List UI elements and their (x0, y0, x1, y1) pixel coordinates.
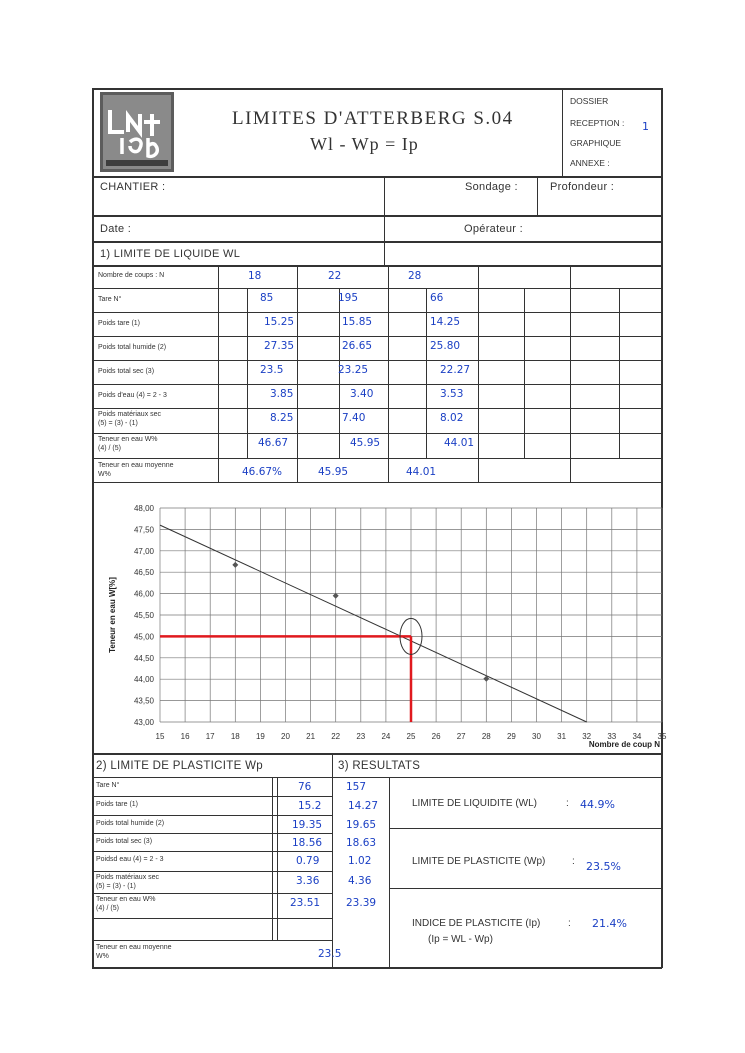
result-wl-colon: : (566, 798, 569, 809)
trend-line (160, 525, 587, 722)
wl-cell: 22.27 (440, 364, 471, 376)
wl-row-sublabel: (5) = (3) - (1) (98, 420, 138, 427)
wl-cell: 14.25 (430, 316, 461, 328)
x-tick-label: 22 (331, 732, 341, 741)
wl-moyenne-sublabel: W% (98, 471, 111, 478)
wp-moyenne-value: 23.5 (318, 948, 342, 960)
x-tick-label: 21 (306, 732, 316, 741)
x-tick-label: 17 (205, 732, 215, 741)
wp-cell: 23.39 (346, 897, 377, 909)
wl-cell: 15.85 (342, 316, 373, 328)
result-ip-formula: (Ip = WL - Wp) (428, 934, 493, 945)
date-label: Date : (100, 223, 132, 235)
wp-row-label: Poids tare (1) (96, 801, 139, 808)
results-section-title: 3) RESULTATS (338, 760, 421, 772)
wp-section-title: 2) LIMITE DE PLASTICITE Wp (96, 760, 263, 772)
x-tick-label: 15 (155, 732, 165, 741)
wl-row-label: Poids total humide (2) (98, 344, 167, 351)
x-tick-label: 34 (632, 732, 642, 741)
wl-moyenne-value: 44.01 (406, 466, 437, 478)
wp-cell: 18.63 (346, 837, 377, 849)
wl-cell: 85 (260, 292, 274, 304)
wp-cell: 3.36 (296, 875, 320, 887)
x-tick-label: 26 (431, 732, 441, 741)
y-tick-label: 47,00 (133, 546, 154, 556)
wp-row-sublabel: (5) = (3) - (1) (96, 883, 136, 890)
nombre-coups-label: Nombre de coups : N (98, 272, 165, 279)
result-ip-value: 21.4% (592, 917, 627, 930)
wl-cell: 23.5 (260, 364, 284, 376)
wl-row-sublabel: (4) / (5) (98, 445, 121, 452)
logo (100, 92, 174, 172)
operateur-label: Opérateur : (464, 223, 523, 235)
x-tick-label: 30 (532, 732, 541, 741)
coups-value: 18 (248, 270, 262, 282)
wp-cell: 19.65 (346, 819, 377, 831)
annexe-label: ANNEXE : (570, 158, 610, 168)
wl-cell: 25.80 (430, 340, 461, 352)
reception-label: RECEPTION : (570, 118, 625, 128)
wl-cell: 8.25 (270, 412, 294, 424)
wl-row-label: Poids total sec (3) (98, 368, 155, 375)
wl-cell: 3.40 (350, 388, 374, 400)
x-tick-label: 29 (506, 732, 516, 741)
x-tick-label: 28 (481, 732, 491, 741)
wl-moyenne-value: 46.67% (242, 466, 283, 478)
title-line1: LIMITES D'ATTERBERG S.04 (232, 108, 514, 129)
x-tick-label: 23 (356, 732, 366, 741)
wl-chart (92, 496, 667, 751)
y-tick-label: 45,50 (133, 611, 154, 620)
wl-cell: 45.95 (350, 437, 381, 449)
wl-row-label: Poids d'eau (4) = 2 - 3 (98, 392, 167, 399)
wp-cell: 1.02 (348, 855, 372, 867)
x-tick-label: 25 (406, 732, 416, 741)
y-tick-label: 43,50 (133, 696, 154, 706)
wp-cell: 15.2 (298, 800, 322, 812)
wl-cell: 27.35 (264, 340, 295, 352)
wl-row-label: Tare N° (98, 296, 122, 303)
chantier-label: CHANTIER : (100, 181, 166, 193)
x-tick-label: 32 (582, 732, 592, 741)
x-tick-label: 18 (230, 732, 240, 741)
wl-section-title: 1) LIMITE DE LIQUIDE WL (100, 248, 241, 260)
wp-cell: 19.35 (292, 819, 323, 831)
wl-cell: 15.25 (264, 316, 295, 328)
wl-row-label: Poids matériaux sec (98, 411, 162, 418)
y-tick-label: 46,00 (133, 589, 154, 599)
x-tick-label: 20 (281, 732, 290, 741)
wl-cell: 66 (430, 292, 444, 304)
wl-row-label: Teneur en eau W% (98, 436, 158, 443)
x-tick-label: 33 (607, 732, 617, 741)
y-tick-label: 43,00 (133, 718, 154, 727)
result-wp-label: LIMITE DE PLASTICITE (Wp) (412, 856, 546, 867)
y-tick-label: 48,00 (133, 504, 154, 513)
graphique-label: GRAPHIQUE (570, 138, 622, 148)
wl-cell: 46.67 (258, 437, 289, 449)
x-tick-label: 35 (657, 732, 667, 741)
wp-cell: 23.51 (290, 897, 321, 909)
result-ip-colon: : (568, 918, 571, 929)
wl-cell: 23.25 (338, 364, 369, 376)
sondage-label: Sondage : (465, 181, 518, 193)
wp-row-label: Poids total humide (2) (96, 820, 165, 827)
atterberg-sheet (92, 88, 667, 968)
x-tick-label: 31 (557, 732, 567, 741)
wp-row-label: Teneur en eau W% (96, 896, 156, 903)
wl-cell: 3.85 (270, 388, 294, 400)
wl-moyenne-label: Teneur en eau moyenne (98, 462, 174, 469)
y-tick-label: 47,50 (133, 525, 154, 535)
x-tick-label: 24 (381, 732, 391, 741)
wl-cell: 3.53 (440, 388, 464, 400)
wl-cell: 195 (338, 292, 359, 304)
wl-moyenne-value: 45.95 (318, 466, 349, 478)
wl-row-label: Poids tare (1) (98, 320, 141, 327)
y-tick-label: 44,00 (133, 675, 154, 685)
wp-cell: 4.36 (348, 875, 372, 887)
wp-row-label: Poids matériaux sec (96, 874, 160, 881)
wp-cell: 18.56 (292, 837, 323, 849)
x-tick-label: 16 (180, 732, 190, 741)
wp-row-label: Poidsd eau (4) = 2 - 3 (96, 856, 164, 863)
wl-cell: 44.01 (444, 437, 475, 449)
wp-cell: 14.27 (348, 800, 379, 812)
profondeur-label: Profondeur : (550, 181, 615, 193)
wp-row-label: Tare N° (96, 782, 120, 789)
wp-row-sublabel: (4) / (5) (96, 905, 119, 912)
y-tick-label: 46,50 (133, 568, 154, 578)
result-wp-value: 23.5% (586, 860, 621, 873)
y-axis-label: Teneur en eau W[%] (108, 577, 117, 653)
dossier-label: DOSSIER (570, 96, 609, 106)
x-axis-label: Nombre de coup N (588, 740, 660, 749)
y-tick-label: 44,50 (133, 653, 154, 663)
data-point (232, 562, 238, 568)
wp-cell: 157 (346, 781, 367, 793)
logo-graphic (100, 92, 174, 172)
x-tick-label: 19 (255, 732, 265, 741)
wp-cell: 0.79 (296, 855, 320, 867)
coups-value: 22 (328, 270, 342, 282)
wp-moyenne-sublabel: W% (96, 953, 109, 960)
wp-cell: 76 (298, 781, 312, 793)
wp-moyenne-label: Teneur en eau moyenne (96, 944, 172, 951)
x-tick-label: 27 (456, 732, 466, 741)
wl-cell: 7.40 (342, 412, 366, 424)
wl-cell: 26.65 (342, 340, 373, 352)
result-wl-value: 44.9% (580, 798, 615, 811)
title-line2: Wl - Wp = Ip (310, 134, 419, 154)
result-wp-colon: : (572, 856, 575, 867)
reception-value: 1 (642, 120, 649, 133)
y-tick-label: 45,00 (133, 632, 154, 642)
wp-row-label: Poids total sec (3) (96, 838, 153, 845)
result-ip-label: INDICE DE PLASTICITE (Ip) (412, 918, 541, 929)
result-wl-label: LIMITE DE LIQUIDITE (WL) (412, 798, 538, 809)
wl-cell: 8.02 (440, 412, 464, 424)
coups-value: 28 (408, 270, 422, 282)
